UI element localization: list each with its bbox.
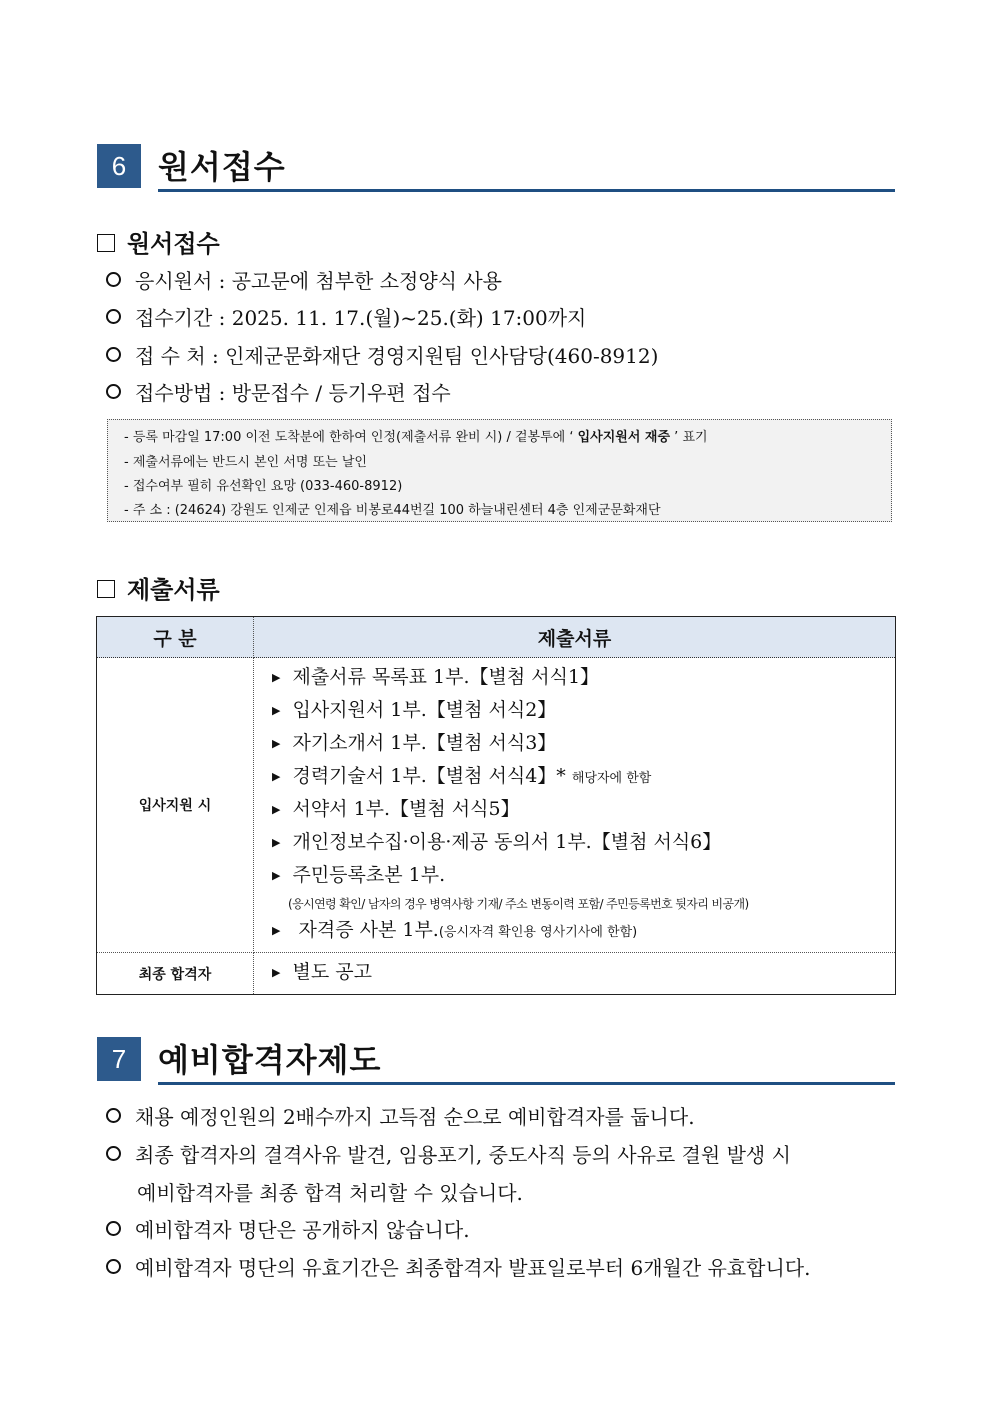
note-emphasis: 입사지원서 재중 <box>577 430 671 445</box>
paragraph <box>106 1139 896 1168</box>
note-phone: - 접수여부 필히 유선확인 요망 (033-460-8912) <box>124 479 403 494</box>
subheading-documents <box>97 570 220 605</box>
paragraph-text: 예비합격자 명단은 공개하지 않습니다. <box>135 1218 470 1242</box>
note-text: - 등록 마감일 17:00 이전 도착분에 한하여 인정(제출서류 완비 시) / 겉봉투에 ‘ <box>124 430 578 445</box>
item-note: (응시자격 확인용 영사기사에 한함) <box>438 925 638 940</box>
square-bullet-icon <box>97 580 115 598</box>
circle-bullet-icon <box>106 1221 121 1236</box>
list-item <box>272 827 895 860</box>
paragraph <box>106 1252 896 1281</box>
documents-table <box>96 616 896 995</box>
info-label: 접수방법 <box>135 381 213 405</box>
list-item <box>272 728 895 761</box>
info-value: 2025. 11. 17.(월)~25.(화) 17:00까지 <box>231 306 587 330</box>
paragraph-text: 채용 예정인원의 2배수까지 고득점 순으로 예비합격자를 둡니다. <box>135 1105 695 1129</box>
info-row-application-form: 응시원서 : 공고문에 첨부한 소정양식 사용 <box>106 265 502 294</box>
subheading-text: 원서접수 <box>127 230 220 258</box>
circle-bullet-icon <box>106 1108 121 1123</box>
triangle-bullet-icon: ▶ <box>272 836 281 849</box>
section-7-header <box>97 1037 895 1081</box>
triangle-bullet-icon: ▶ <box>272 671 281 684</box>
table-header-row <box>97 617 896 658</box>
item-text: 별도 공고 <box>292 961 372 983</box>
paragraph-text: 예비합격자 명단의 유효기간은 최종합격자 발표일로부터 6개월간 유효합니다. <box>135 1256 811 1280</box>
list-item <box>272 915 895 948</box>
list-item <box>272 860 895 893</box>
info-label: 접수기간 <box>135 306 213 330</box>
note-deadline <box>124 426 708 445</box>
subheading-application <box>97 224 220 259</box>
square-bullet-icon <box>97 234 115 252</box>
section-number: 7 <box>97 1037 141 1081</box>
item-text: 개인정보수집·이용·제공 동의서 1부.【별첨 서식6】 <box>292 831 722 853</box>
item-text: 제출서류 목록표 1부.【별첨 서식1】 <box>292 666 600 688</box>
info-label: 접 수 처 <box>135 344 206 368</box>
circle-bullet-icon <box>106 1259 121 1274</box>
row-category: 최종 합격자 <box>97 953 254 995</box>
note-signature: - 제출서류에는 반드시 본인 서명 또는 날인 <box>124 455 367 470</box>
subheading-text: 제출서류 <box>127 576 220 604</box>
info-row-method: 접수방법 : 방문접수 / 등기우편 접수 <box>106 377 451 406</box>
item-text: 자기소개서 1부.【별첨 서식3】 <box>292 732 557 754</box>
info-row-place: 접 수 처 : 인제군문화재단 경영지원팀 인사담당(460-8912) <box>106 340 658 369</box>
row-category: 입사지원 시 <box>97 658 254 953</box>
info-value: 인제군문화재단 경영지원팀 인사담당(460-8912) <box>225 344 659 368</box>
circle-bullet-icon <box>106 309 121 324</box>
note-text: ’ 표기 <box>670 430 708 445</box>
item-text: 입사지원서 1부.【별첨 서식2】 <box>292 699 557 721</box>
info-label: 응시원서 <box>135 269 213 293</box>
info-value: 공고문에 첨부한 소정양식 사용 <box>231 269 502 293</box>
section-underline <box>158 189 895 192</box>
info-value: 방문접수 / 등기우편 접수 <box>231 381 451 405</box>
notes-box <box>107 419 892 522</box>
section-title: 원서접수 <box>158 148 286 186</box>
item-text: 경력기술서 1부.【별첨 서식4】* <box>292 765 566 787</box>
triangle-bullet-icon: ▶ <box>272 704 281 717</box>
list-item <box>272 957 895 990</box>
triangle-bullet-icon: ▶ <box>272 737 281 750</box>
info-row-period: 접수기간 : 2025. 11. 17.(월)~25.(화) 17:00까지 <box>106 302 586 331</box>
header-documents: 제출서류 <box>254 617 896 658</box>
item-text: 주민등록초본 1부. <box>292 864 446 886</box>
list-item <box>272 662 895 695</box>
item-text: 서약서 1부.【별첨 서식5】 <box>292 798 520 820</box>
list-item <box>272 794 895 827</box>
paragraph-continuation: 예비합격자를 최종 합격 처리할 수 있습니다. <box>137 1181 523 1205</box>
section-6-header <box>97 144 895 188</box>
circle-bullet-icon <box>106 384 121 399</box>
table-row <box>97 658 896 953</box>
row-items <box>254 953 896 995</box>
triangle-bullet-icon: ▶ <box>272 869 281 882</box>
circle-bullet-icon <box>106 347 121 362</box>
list-item <box>272 761 895 794</box>
section-number: 6 <box>97 144 141 188</box>
note-address: - 주 소 : (24624) 강원도 인제군 인제읍 비봉로44번길 100 하늘내린센터 4층 인제군문화재단 <box>124 503 661 518</box>
header-category: 구 분 <box>97 617 254 658</box>
paragraph-text: 최종 합격자의 결격사유 발견, 임용포기, 중도사직 등의 사유로 결원 발생 시 <box>135 1143 791 1167</box>
triangle-bullet-icon: ▶ <box>272 803 281 816</box>
item-note: 해당자에 한함 <box>571 771 652 786</box>
triangle-bullet-icon: ▶ <box>272 966 281 979</box>
circle-bullet-icon <box>106 1146 121 1161</box>
row-items <box>254 658 896 953</box>
circle-bullet-icon <box>106 272 121 287</box>
item-text: 자격증 사본 1부. <box>298 919 439 941</box>
item-subnote: (응시연령 확인/ 남자의 경우 병역사항 기재/ 주소 변동이력 포함/ 주민등록번호 뒷자리 비공개) <box>288 897 749 911</box>
triangle-bullet-icon: ▶ <box>272 924 281 937</box>
triangle-bullet-icon: ▶ <box>272 770 281 783</box>
paragraph <box>106 1214 896 1243</box>
table-row <box>97 953 896 995</box>
paragraph <box>106 1101 896 1130</box>
section-title: 예비합격자제도 <box>158 1041 382 1079</box>
section-underline <box>158 1082 895 1085</box>
list-item <box>272 695 895 728</box>
